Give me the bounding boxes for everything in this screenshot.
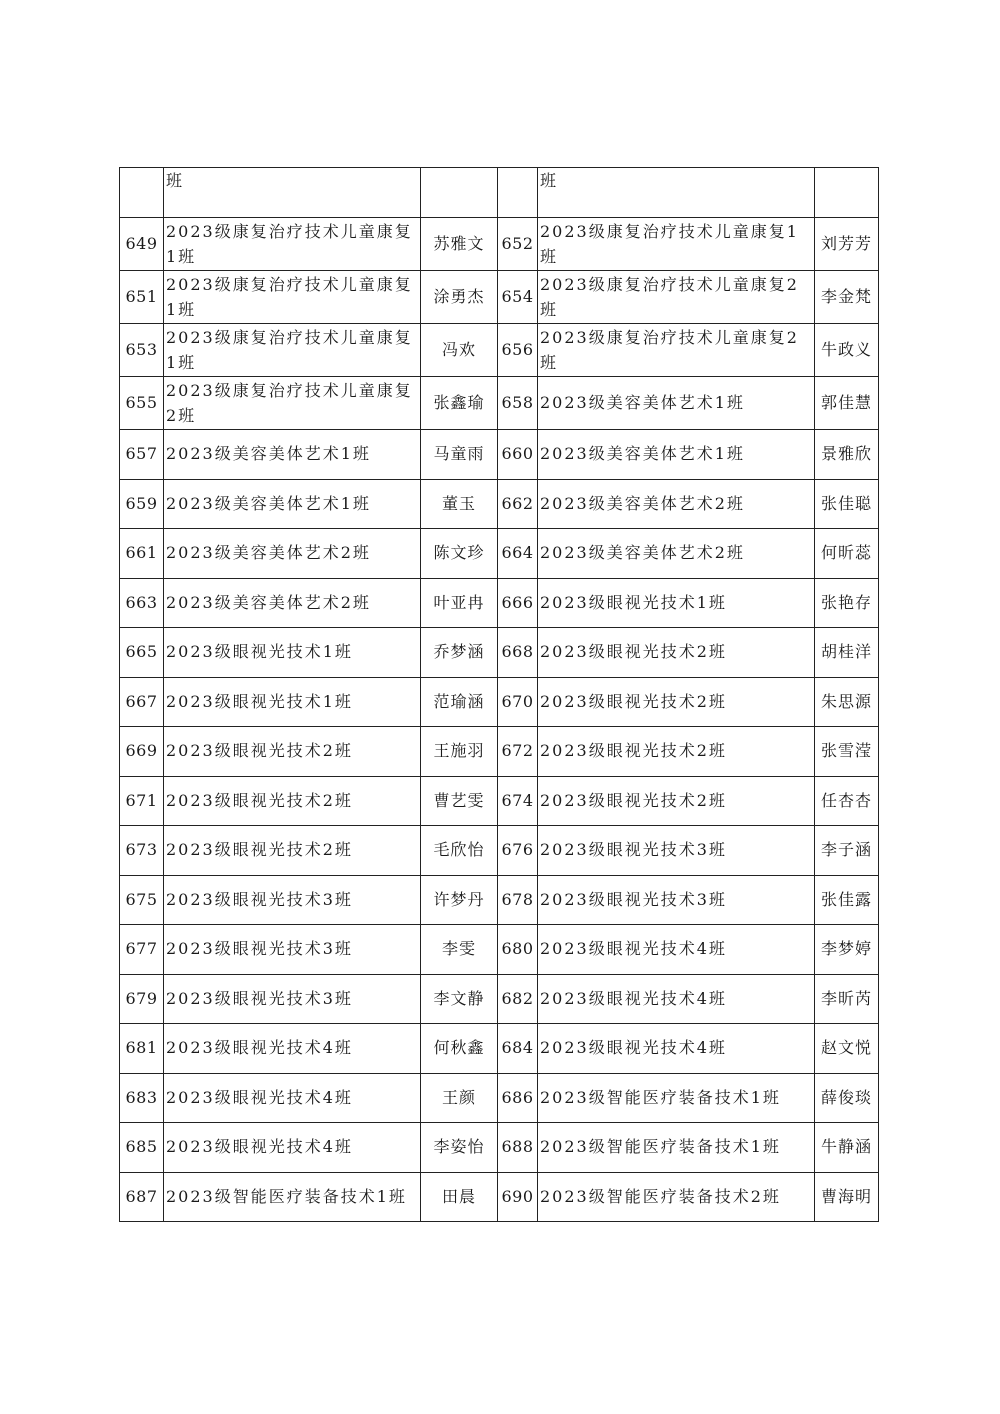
class-name: 2023级眼视光技术4班 — [538, 1024, 815, 1074]
row-number: 665 — [120, 628, 164, 678]
row-number: 681 — [120, 1024, 164, 1074]
class-name: 2023级康复治疗技术儿童康复2班 — [538, 271, 815, 324]
table-row — [120, 1123, 879, 1173]
student-name: 张佳露 — [815, 875, 879, 925]
row-number: 668 — [498, 628, 538, 678]
row-number: 678 — [498, 875, 538, 925]
student-name: 李雯 — [421, 925, 498, 975]
class-name: 2023级眼视光技术3班 — [164, 974, 421, 1024]
row-number: 651 — [120, 271, 164, 324]
class-name: 2023级眼视光技术3班 — [538, 875, 815, 925]
row-number — [498, 168, 538, 218]
student-name: 许梦丹 — [421, 875, 498, 925]
class-name: 2023级眼视光技术4班 — [538, 925, 815, 975]
student-name: 牛政义 — [815, 324, 879, 377]
row-number: 685 — [120, 1123, 164, 1173]
class-name: 2023级眼视光技术2班 — [538, 628, 815, 678]
student-name: 冯欢 — [421, 324, 498, 377]
table-row — [120, 677, 879, 727]
student-name: 郭佳慧 — [815, 377, 879, 430]
student-name: 王施羽 — [421, 727, 498, 777]
table-row — [120, 925, 879, 975]
class-name: 2023级眼视光技术2班 — [164, 826, 421, 876]
table-row — [120, 875, 879, 925]
row-number: 659 — [120, 479, 164, 529]
class-name: 2023级眼视光技术4班 — [164, 1123, 421, 1173]
student-name: 李金梵 — [815, 271, 879, 324]
row-number: 688 — [498, 1123, 538, 1173]
class-name: 2023级美容美体艺术1班 — [164, 430, 421, 480]
class-name: 2023级康复治疗技术儿童康复1班 — [538, 218, 815, 271]
student-name: 曹艺雯 — [421, 776, 498, 826]
row-number: 655 — [120, 377, 164, 430]
class-name: 2023级美容美体艺术2班 — [164, 578, 421, 628]
student-name: 薛俊琰 — [815, 1073, 879, 1123]
table-row — [120, 1172, 879, 1222]
class-name: 2023级康复治疗技术儿童康复2班 — [538, 324, 815, 377]
row-number: 684 — [498, 1024, 538, 1074]
student-name: 张鑫瑜 — [421, 377, 498, 430]
student-roster-table — [119, 167, 879, 1222]
class-name: 2023级眼视光技术4班 — [538, 974, 815, 1024]
table-row — [120, 271, 879, 324]
class-name: 2023级眼视光技术2班 — [538, 776, 815, 826]
row-number: 675 — [120, 875, 164, 925]
table-row — [120, 168, 879, 218]
table-row — [120, 377, 879, 430]
row-number: 667 — [120, 677, 164, 727]
class-name: 2023级眼视光技术2班 — [164, 776, 421, 826]
student-name: 张艳存 — [815, 578, 879, 628]
row-number: 676 — [498, 826, 538, 876]
row-number: 661 — [120, 529, 164, 579]
student-name: 任杏杏 — [815, 776, 879, 826]
row-number: 679 — [120, 974, 164, 1024]
table-row — [120, 1024, 879, 1074]
class-name: 2023级眼视光技术3班 — [538, 826, 815, 876]
row-number: 669 — [120, 727, 164, 777]
row-number: 687 — [120, 1172, 164, 1222]
row-number: 671 — [120, 776, 164, 826]
student-name: 田晨 — [421, 1172, 498, 1222]
class-name: 2023级美容美体艺术2班 — [538, 529, 815, 579]
table-row — [120, 974, 879, 1024]
student-name: 景雅欣 — [815, 430, 879, 480]
student-name: 曹海明 — [815, 1172, 879, 1222]
row-number: 652 — [498, 218, 538, 271]
table-row — [120, 529, 879, 579]
student-name: 乔梦涵 — [421, 628, 498, 678]
class-name: 2023级美容美体艺术2班 — [164, 529, 421, 579]
class-name: 2023级眼视光技术2班 — [538, 677, 815, 727]
class-name: 2023级美容美体艺术1班 — [538, 430, 815, 480]
student-name: 毛欣怡 — [421, 826, 498, 876]
student-name: 何秋鑫 — [421, 1024, 498, 1074]
table-row — [120, 776, 879, 826]
student-name: 朱思源 — [815, 677, 879, 727]
table-row — [120, 218, 879, 271]
roster-body — [120, 168, 879, 1222]
row-number: 649 — [120, 218, 164, 271]
class-name: 2023级智能医疗装备技术2班 — [538, 1172, 815, 1222]
row-number: 664 — [498, 529, 538, 579]
table-row — [120, 479, 879, 529]
student-name — [815, 168, 879, 218]
row-number: 673 — [120, 826, 164, 876]
row-number: 674 — [498, 776, 538, 826]
row-number: 656 — [498, 324, 538, 377]
class-name: 2023级康复治疗技术儿童康复1班 — [164, 218, 421, 271]
student-name: 王颜 — [421, 1073, 498, 1123]
student-name: 李子涵 — [815, 826, 879, 876]
row-number: 683 — [120, 1073, 164, 1123]
row-number: 672 — [498, 727, 538, 777]
table-row — [120, 727, 879, 777]
student-name: 赵文悦 — [815, 1024, 879, 1074]
student-name — [421, 168, 498, 218]
class-name: 2023级眼视光技术3班 — [164, 875, 421, 925]
class-name: 2023级眼视光技术3班 — [164, 925, 421, 975]
class-name: 2023级康复治疗技术儿童康复1班 — [164, 271, 421, 324]
student-name: 苏雅文 — [421, 218, 498, 271]
row-number: 677 — [120, 925, 164, 975]
student-name: 李梦婷 — [815, 925, 879, 975]
student-name: 涂勇杰 — [421, 271, 498, 324]
student-name: 范瑜涵 — [421, 677, 498, 727]
student-name: 张雪滢 — [815, 727, 879, 777]
student-name: 李昕芮 — [815, 974, 879, 1024]
class-name: 2023级眼视光技术1班 — [164, 628, 421, 678]
row-number: 653 — [120, 324, 164, 377]
class-name: 2023级眼视光技术1班 — [164, 677, 421, 727]
class-name: 2023级康复治疗技术儿童康复2班 — [164, 377, 421, 430]
row-number: 660 — [498, 430, 538, 480]
row-number: 666 — [498, 578, 538, 628]
row-number: 682 — [498, 974, 538, 1024]
student-name: 董玉 — [421, 479, 498, 529]
table-row — [120, 430, 879, 480]
row-number: 670 — [498, 677, 538, 727]
row-number: 663 — [120, 578, 164, 628]
class-name: 2023级眼视光技术2班 — [164, 727, 421, 777]
table-row — [120, 628, 879, 678]
class-name: 2023级眼视光技术2班 — [538, 727, 815, 777]
class-name: 2023级美容美体艺术1班 — [164, 479, 421, 529]
student-name: 李姿怡 — [421, 1123, 498, 1173]
row-number: 654 — [498, 271, 538, 324]
student-name: 马童雨 — [421, 430, 498, 480]
class-name: 2023级美容美体艺术1班 — [538, 377, 815, 430]
row-number: 690 — [498, 1172, 538, 1222]
class-name: 2023级美容美体艺术2班 — [538, 479, 815, 529]
class-name: 班 — [164, 168, 421, 218]
student-name: 张佳聪 — [815, 479, 879, 529]
student-name: 陈文珍 — [421, 529, 498, 579]
row-number — [120, 168, 164, 218]
student-name: 胡桂洋 — [815, 628, 879, 678]
class-name: 2023级眼视光技术4班 — [164, 1073, 421, 1123]
row-number: 680 — [498, 925, 538, 975]
student-name: 李文静 — [421, 974, 498, 1024]
class-name: 2023级智能医疗装备技术1班 — [164, 1172, 421, 1222]
class-name: 2023级智能医疗装备技术1班 — [538, 1123, 815, 1173]
table-row — [120, 578, 879, 628]
row-number: 658 — [498, 377, 538, 430]
class-name: 2023级眼视光技术1班 — [538, 578, 815, 628]
class-name: 班 — [538, 168, 815, 218]
student-name: 何昕蕊 — [815, 529, 879, 579]
table-row — [120, 1073, 879, 1123]
student-name: 叶亚冉 — [421, 578, 498, 628]
class-name: 2023级智能医疗装备技术1班 — [538, 1073, 815, 1123]
class-name: 2023级眼视光技术4班 — [164, 1024, 421, 1074]
student-name: 牛静涵 — [815, 1123, 879, 1173]
table-row — [120, 324, 879, 377]
row-number: 662 — [498, 479, 538, 529]
row-number: 657 — [120, 430, 164, 480]
table-row — [120, 826, 879, 876]
row-number: 686 — [498, 1073, 538, 1123]
class-name: 2023级康复治疗技术儿童康复1班 — [164, 324, 421, 377]
student-name: 刘芳芳 — [815, 218, 879, 271]
